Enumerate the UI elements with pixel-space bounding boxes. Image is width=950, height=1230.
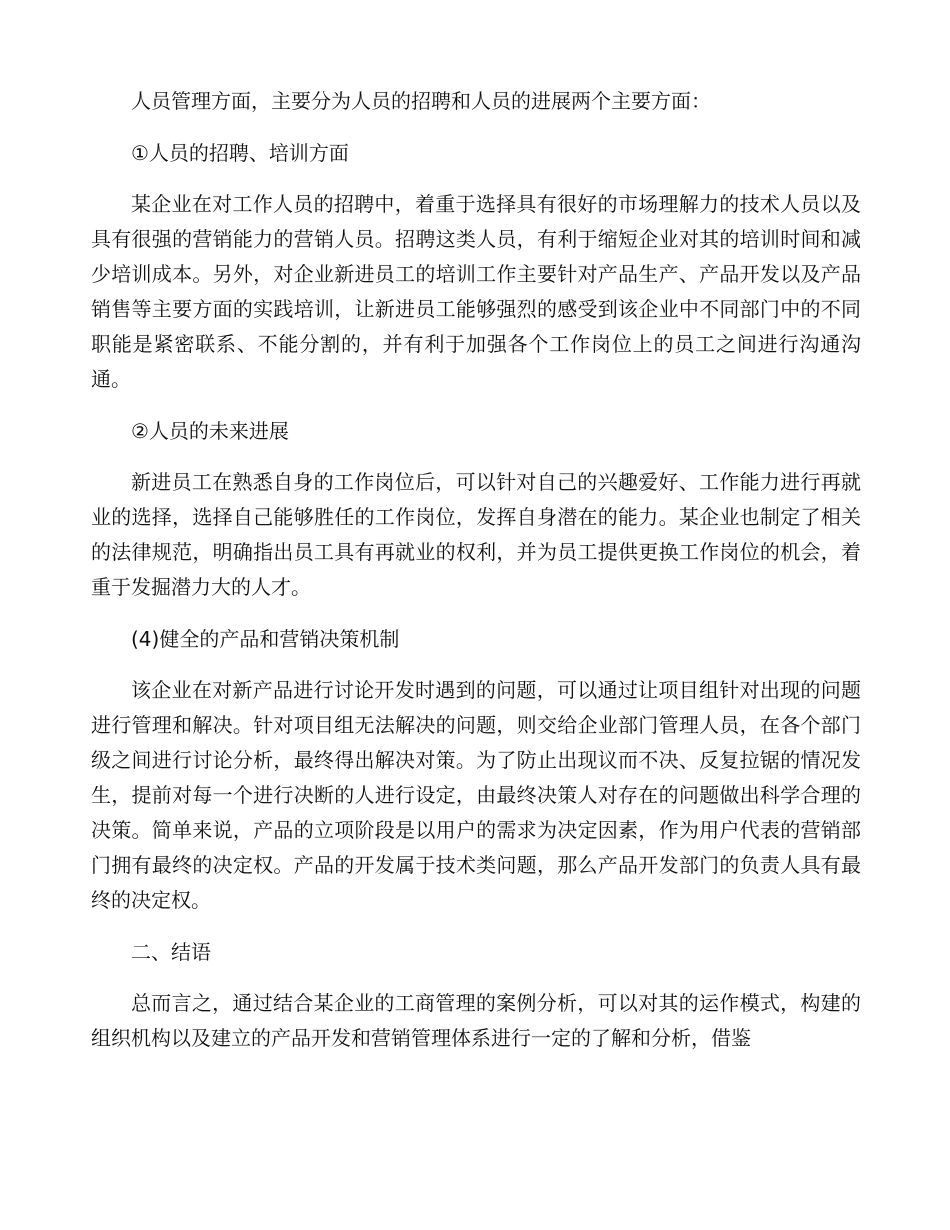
section-heading-recruitment: ①人员的招聘、培训方面 xyxy=(131,141,349,165)
paragraph-decision-mechanism: 该企业在对新产品进行讨论开发时遇到的问题，可以通过让项目组针对出现的问题进行管理和解决。针对项目组无法解决的问题，则交给企业部门管理人员，在各个部门级之间进行讨论分析，最终得出解决对策。为了防止出现议而不决、反复拉锯的情况发生，提前对每一个进行决断的人进行设定，由最终决策人对存在的问题做出科学合理的决策。简单来说，产品的立项阶段是以用户的需求为决定因素，作为用户代表的营销部门拥有最终的决定权。产品的开发属于技术类问题，那么产品开发部门的负责人具有最终的决定权。 xyxy=(91,678,861,912)
document-body xyxy=(91,84,861,1073)
paragraph-future-development: 新进员工在熟悉自身的工作岗位后，可以针对自己的兴趣爱好、工作能力进行再就业的选择，选择自己能够胜任的工作岗位，发挥自身潜在的能力。某企业也制定了相关的法律规范，明确指出员工具有再就业的权利，并为员工提供更换工作岗位的机会，着重于发掘潜力大的人才。 xyxy=(91,470,861,599)
section-heading-decision-mechanism: (4)健全的产品和营销决策机制 xyxy=(131,627,400,651)
paragraph-recruitment: 某企业在对工作人员的招聘中，着重于选择具有很好的市场理解力的技术人员以及具有很强的营销能力的营销人员。招聘这类人员，有利于缩短企业对其的培训时间和减少培训成本。另外，对企业新进员工的培训工作主要针对产品生产、产品开发以及产品销售等主要方面的实践培训，让新进员工能够强烈的感受到该企业中不同部门中的不同职能是紧密联系、不能分割的，并有利于加强各个工作岗位上的员工之间进行沟通沟通。 xyxy=(91,192,861,391)
section-heading-conclusion: 二、结语 xyxy=(131,940,211,964)
paragraph-intro: 人员管理方面，主要分为人员的招聘和人员的进展两个主要方面： xyxy=(131,89,711,113)
section-heading-future-development: ②人员的未来进展 xyxy=(131,419,289,443)
paragraph-conclusion: 总而言之，通过结合某企业的工商管理的案例分析，可以对其的运作模式，构建的组织机构以及建立的产品开发和营销管理体系进行一定的了解和分析，借鉴 xyxy=(91,991,861,1050)
